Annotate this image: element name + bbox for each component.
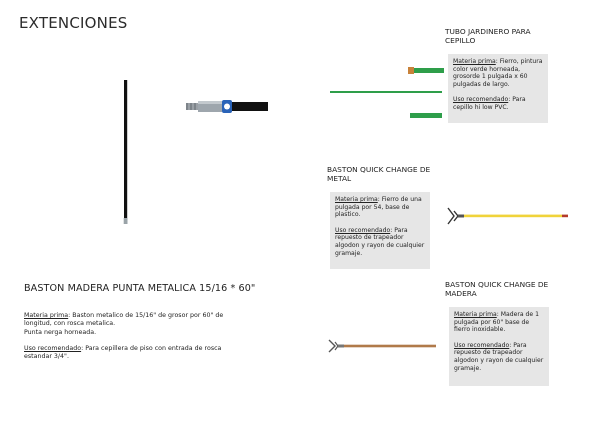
threaded-pole-image xyxy=(186,96,270,118)
quick-metal-description-box xyxy=(330,192,430,269)
baston-uso-label: Uso recomendado xyxy=(24,344,82,352)
tubo-description-box xyxy=(448,54,548,123)
page-title: EXTENCIONES xyxy=(19,14,128,32)
quick-madera-description-box xyxy=(449,307,549,386)
quick-metal-uso-text: : Para repuesto de trapeador algodon y rayon de cualquier gramaje. xyxy=(335,226,425,257)
quick-madera-uso-label: Uso recomendado xyxy=(454,341,510,349)
quick-madera-materia-label: Materia prima xyxy=(454,311,497,318)
quick-metal-materia-text: : Fierro de una pulgada por 54, base de plastico. xyxy=(335,196,422,219)
quick-madera-materia-text: : Madera de 1 pulgada por 60" base de fierro inoxidable. xyxy=(454,311,539,334)
baston-madera-description xyxy=(24,312,249,361)
quick-madera-title: BASTON QUICK CHANGE DE MADERA xyxy=(445,280,549,298)
baston-extra-line: Punta nerga horneada. xyxy=(24,328,97,336)
quick-madera-pole-image xyxy=(326,336,440,356)
quick-metal-pole-image xyxy=(446,205,570,227)
quick-metal-materia-label: Materia prima xyxy=(335,196,378,203)
baston-uso-text: : Para cepillera de piso con entrada de rosca estandar 3/4". xyxy=(24,344,222,361)
baston-materia-text: : Baston metalico de 15/16" de grosor por 60" de longitud, con rosca metalica. xyxy=(24,312,224,328)
black-pole-image xyxy=(118,78,134,228)
tubo-uso-label: Uso recomendado xyxy=(453,96,509,104)
tubo-materia-text: : Fierro, pintura color verde horneada, grosorde 1 pulgada x 60 pulgadas de largo. xyxy=(453,58,543,88)
quick-metal-uso-label: Uso recomendado xyxy=(335,226,391,234)
tubo-materia-label: Materia prima xyxy=(453,58,496,65)
green-tube-image xyxy=(320,60,448,124)
baston-materia-label: Materia prima xyxy=(24,312,69,319)
tubo-title: TUBO JARDINERO PARA CEPILLO xyxy=(445,27,531,45)
baston-madera-title: BASTON MADERA PUNTA METALICA 15/16 * 60" xyxy=(24,283,256,294)
quick-metal-title: BASTON QUICK CHANGE DE METAL xyxy=(327,165,431,183)
tubo-uso-text: : Para cepillo hi low PVC. xyxy=(453,96,526,111)
quick-madera-uso-text: : Para repuesto de trapeador algodon y rayon de cualquier gramaje. xyxy=(454,341,544,372)
